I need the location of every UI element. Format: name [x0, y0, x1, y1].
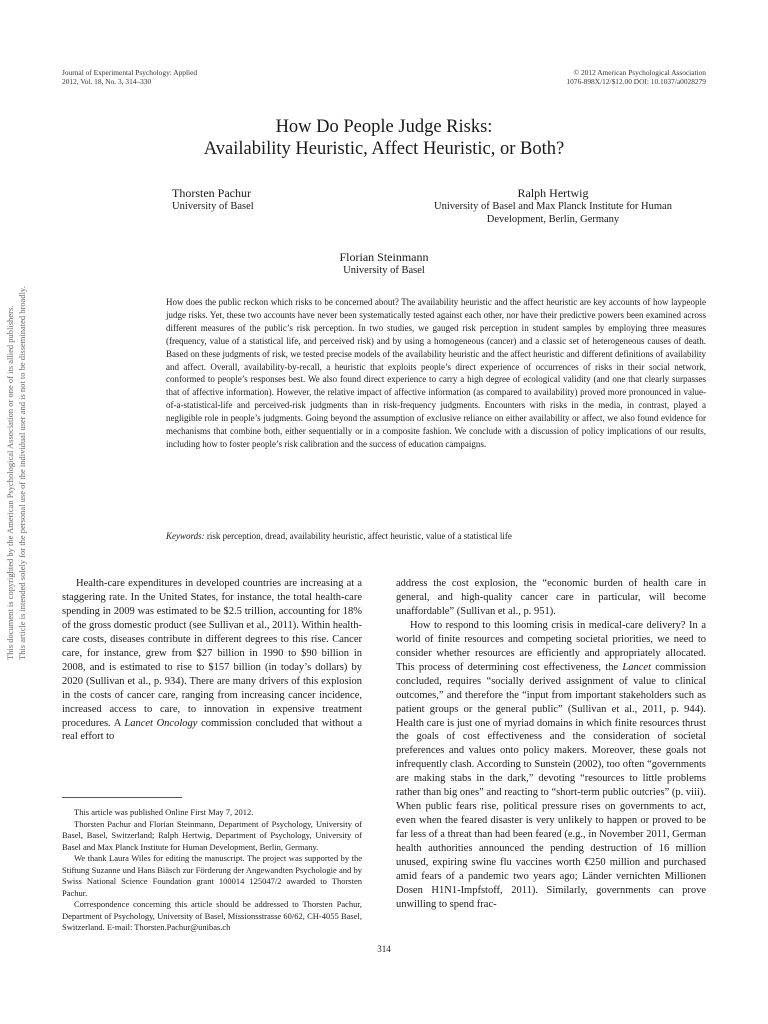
paragraph-text: How to respond to this looming crisis in medical-care delivery? In a world of finite resources and competing societal priorities, we need to consider whether resources are efficiently and appropriately allocated. This process of determining cost effectiveness, the [396, 619, 706, 673]
page-number: 314 [377, 944, 391, 954]
author-block-steinmann [0, 250, 768, 277]
keywords-label: Keywords: [166, 531, 205, 541]
margin-notice-line: This article is intended solely for the personal use of the individual user and is not to be disseminated broadly. [17, 286, 27, 660]
doi-line: 1076-898X/12/$12.00 DOI: 10.1037/a0028279 [566, 77, 706, 86]
body-column-right [396, 577, 706, 912]
body-paragraph [396, 619, 706, 912]
title-line-1: How Do People Judge Risks: [275, 117, 493, 137]
paragraph-italic: Lancet [622, 661, 651, 673]
margin-notice-line: This document is copyrighted by the American Psychological Association or one of its allied publishers. [5, 305, 15, 660]
paragraph-text: Health-care expenditures in developed countries are increasing at a staggering rate. In the United States, for instance, the total health-care spending in 2009 was estimated to be $2.5 trillion, accounting for 18% of the gross domestic product (see Sullivan et al., 2011). Within health-care costs, diseases contribute in different degrees to this rise. Cancer care, for instance, grew from $27 billion in 1990 to $90 billion in 2008, and is estimated to rise to $157 billion (in today’s dollars) by 2020 (Sullivan et al., p. 934). There are many drivers of this explosion in the costs of cancer care, ranging from increasing cancer incidence, increased access to care, to innovation in expensive treatment procedures. A [62, 578, 362, 729]
author-name: Ralph Hertwig [517, 186, 589, 200]
footnote: Thorsten Pachur and Florian Steinmann, Department of Psychology, University of Basel, Basel, Switzerland; Ralph Hertwig, Department of Psychology, University of Basel and Max Planck Institute for Human Development, Berlin, Germany. [62, 818, 362, 852]
body-column-left [62, 577, 362, 744]
copyright-line: © 2012 American Psychological Association [573, 68, 706, 77]
title-line-2: Availability Heuristic, Affect Heuristic, or Both? [203, 139, 565, 159]
paragraph-text: commission concluded, requires “socially derived assignment of value to clinical outcomes,” and therefore the “input from important stakeholders such as patient groups or the general public” (Sullivan et al., 2011, p. 944). Health care is just one of myriad domains in which finite resources thrust the goals of cost effectiveness and the consideration of societal preferences and values onto policy makers. Moreover, these goals not infrequently clash. According to Sunstein (2002), too often “governments are making stabs in the dark,” devoting “resources to little problems rather than big ones” and reacting to “short-term public outcries” (p. viii). When public fears rise, political pressure rises on governments to act, even when the feared disaster is very unlikely to happen or proved to be far less of a threat than had been feared (e.g., in November 2011, German health authorities announced the pending destruction of 16 million unused, expiring swine flu vaccines worth €250 million and purchased amid fears of a pandemic two years ago; Länder vernichten Millionen Dosen H1N1-Impfstoff, 2011). Similarly, governments can prove unwilling to spend frac- [396, 661, 706, 910]
journal-citation [62, 68, 197, 86]
paragraph-italic: Lancet Oncology [124, 717, 198, 729]
footnote-divider [62, 797, 182, 798]
copyright-margin-notice [4, 100, 28, 660]
author-affiliation: University of Basel [343, 265, 425, 276]
abstract: How does the public reckon which risks to be concerned about? The availability heuristic and the affect heuristic are key accounts of how laypeople judge risks. Yet, these two accounts have never been systematically tested against each other, nor have their predictive powers been examined across different measures of the public’s risk perception. In two studies, we gauged risk perception in student samples by employing three measures (frequency, value of a statistical life, and perceived risk) and by using a homogeneous (cancer) and a classic set of heterogeneous causes of death. Based on these judgments of risk, we tested precise models of the availability heuristic and the affect heuristic and different definitions of availability and affect. Overall, availability-by-recall, a heuristic that exploits people’s direct experience of occurrences of risks in their social network, conformed to people’s responses best. We also found direct experience to carry a high degree of ecological validity (and one that clearly surpasses that of affective information). However, the relative impact of affective information (as compared to availability) proved more pronounced in value-of-a-statistical-life and perceived-risk judgments than in risk-frequency judgments. Encounters with risks in the media, in contrast, played a negligible role in people’s judgments. Going beyond the assumption of exclusive reliance on either availability or affect, we also found evidence for mechanisms that combine both, either sequentially or in a composite fashion. We conclude with a discussion of policy implications of our results, including how to foster people’s risk calibration and the success of education campaigns. [166, 297, 706, 449]
article-title [0, 116, 768, 160]
author-block-hertwig [400, 186, 706, 226]
footnotes [62, 807, 362, 934]
body-paragraph [62, 577, 362, 744]
author-name: Thorsten Pachur [172, 186, 251, 200]
footnote: We thank Laura Wiles for editing the manuscript. The project was supported by the Stiftung Suzanne und Hans Biäsch zur Förderung der Angewandten Psychologie and by Swiss National Science Foundation grant 100014 125047/2 awarded to Thorsten Pachur. [62, 853, 362, 898]
paragraph-text: commission concluded that without a real effort to [62, 717, 363, 743]
body-paragraph: address the cost explosion, the “economic burden of health care in general, and high-quality cancer care in particular, will become unaffordable” (Sullivan et al., p. 951). [396, 578, 706, 617]
author-name: Florian Steinmann [339, 250, 429, 264]
keywords-text: risk perception, dread, availability heuristic, affect heuristic, value of a statistical life [204, 531, 512, 541]
footnote: Correspondence concerning this article should be addressed to Thorsten Pachur, Department of Psychology, University of Basel, Missionsstrasse 60/62, CH-4055 Basel, Switzerland. E-mail: Thorsten.Pachur@unibas.ch [62, 899, 362, 933]
author-affiliation: Development, Berlin, Germany [486, 214, 620, 225]
author-block-pachur [172, 186, 254, 213]
journal-name: Journal of Experimental Psychology: Applied [62, 68, 198, 77]
keywords [166, 530, 706, 542]
journal-volume: 2012, Vol. 18, No. 3, 314–330 [62, 77, 152, 86]
author-affiliation: University of Basel and Max Planck Institute for Human [434, 201, 672, 212]
copyright-info [566, 68, 706, 86]
author-affiliation: University of Basel [172, 201, 254, 212]
footnote: This article was published Online First May 7, 2012. [74, 807, 254, 817]
